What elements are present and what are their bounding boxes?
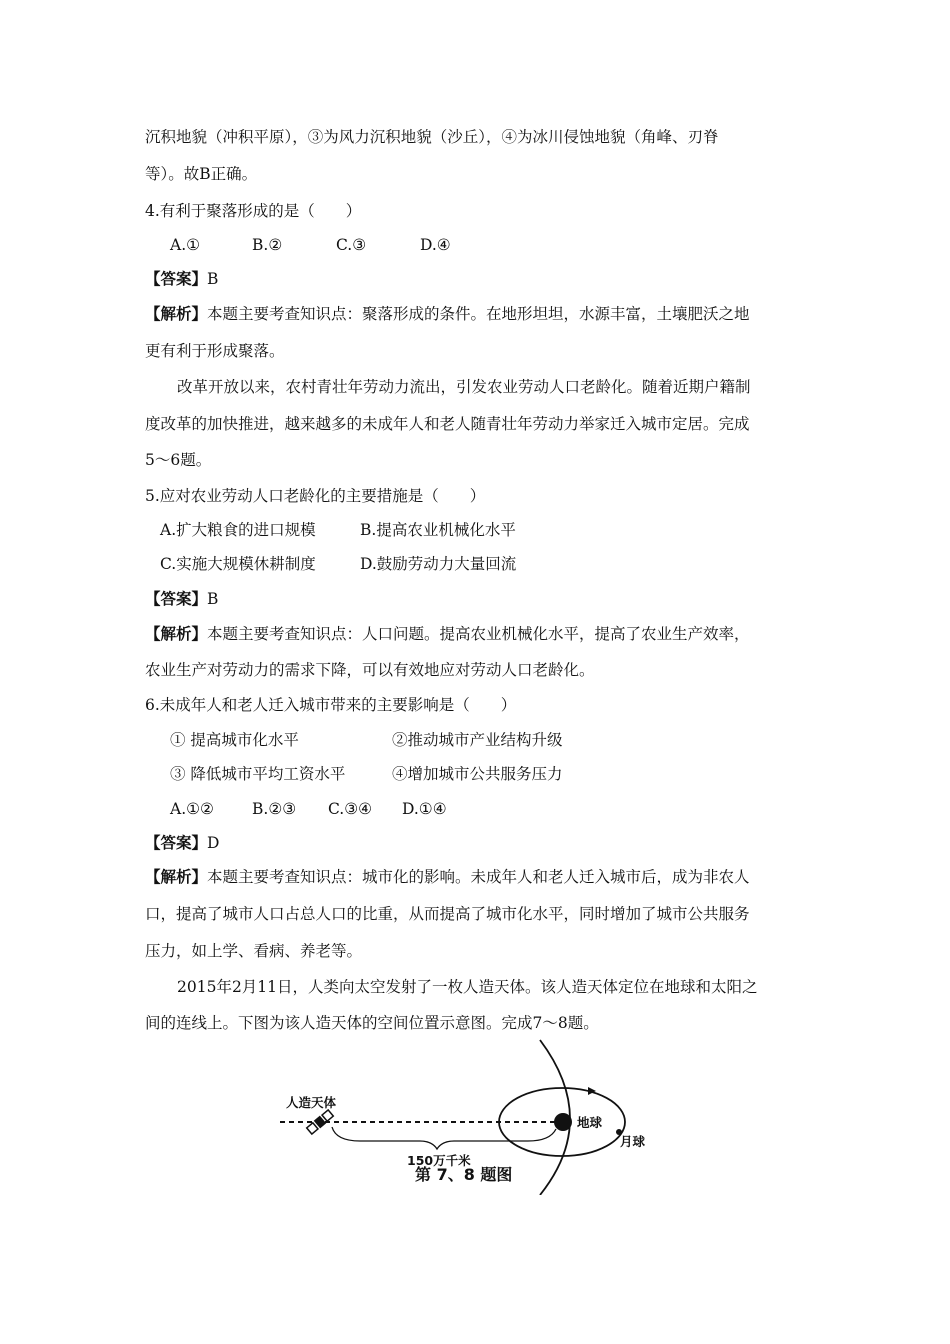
answer-label: 【答案】: [145, 834, 208, 852]
answer-value: B: [207, 590, 219, 608]
option-c: C.③④: [328, 800, 373, 818]
text-line: 农业生产对劳动力的需求下降，可以有效地应对劳动人口老龄化。: [145, 661, 595, 679]
explanation-label: 【解析】: [145, 305, 208, 323]
explanation-text: 本题主要考查知识点：人口问题。提高农业机械化水平，提高了农业生产效率，: [207, 625, 750, 643]
option-c: C.实施大规模休耕制度: [160, 555, 316, 573]
option-a: A.①: [170, 236, 201, 254]
explanation-4: [145, 303, 750, 325]
passage-line: 改革开放以来，农村青壮年劳动力流出，引发农业劳动人口老龄化。随着近期户籍制: [177, 378, 751, 396]
option-b: B.②③: [252, 800, 297, 818]
text-line: 压力，如上学、看病、养老等。: [145, 942, 363, 960]
question-5: 5.应对农业劳动人口老龄化的主要措施是（ ）: [145, 487, 486, 505]
option-b: B.提高农业机械化水平: [360, 521, 516, 539]
explanation-label: 【解析】: [145, 868, 208, 886]
answer-label: 【答案】: [145, 590, 208, 608]
passage-line: 2015年2月11日，人类向太空发射了一枚人造天体。该人造天体定位在地球和太阳之: [177, 978, 758, 996]
option-c: C.③: [336, 236, 367, 254]
earth-icon: [554, 1113, 572, 1131]
question-4: 4.有利于聚落形成的是（ ）: [145, 202, 362, 220]
distance-label: 150万千米: [407, 1153, 471, 1168]
statement-1: ① 提高城市化水平: [170, 731, 299, 749]
text-line: 更有利于形成聚落。: [145, 342, 285, 360]
explanation-5: [145, 623, 750, 645]
explanation-text: 本题主要考查知识点：聚落形成的条件。在地形坦坦，水源丰富，土壤肥沃之地: [207, 305, 750, 323]
answer-4: [145, 268, 218, 290]
option-d: D.④: [420, 236, 451, 254]
distance-brace: [332, 1127, 556, 1149]
explanation-label: 【解析】: [145, 625, 208, 643]
explanation-6: [145, 866, 750, 888]
figure-caption: 第 7、8 题图: [415, 1165, 513, 1184]
statement-4: ④增加城市公共服务压力: [392, 765, 563, 783]
option-a: A.扩大粮食的进口规模: [160, 521, 316, 539]
passage-line: 度改革的加快推进，越来越多的未成年人和老人随青壮年劳动力举家迁入城市定居。完成: [145, 415, 750, 433]
option-d: D.①④: [402, 800, 447, 818]
option-b: B.②: [252, 236, 283, 254]
answer-value: D: [207, 834, 220, 852]
explanation-text: 本题主要考查知识点：城市化的影响。未成年人和老人迁入城市后，成为非农人: [207, 868, 750, 886]
passage-line: 5～6题。: [145, 451, 212, 469]
answer-label: 【答案】: [145, 270, 208, 288]
option-d: D.鼓励劳动力大量回流: [360, 555, 517, 573]
statement-2: ②推动城市产业结构升级: [392, 731, 563, 749]
option-a: A.①②: [170, 800, 214, 818]
answer-5: [145, 588, 218, 610]
space-position-diagram: [0, 1035, 950, 1195]
passage-line: 间的连线上。下图为该人造天体的空间位置示意图。完成7～8题。: [145, 1014, 599, 1032]
statement-3: ③ 降低城市平均工资水平: [170, 765, 346, 783]
answer-value: B: [207, 270, 219, 288]
satellite-label: 人造天体: [286, 1095, 337, 1110]
answer-6: [145, 832, 219, 854]
text-line: 等）。故B正确。: [145, 165, 258, 183]
question-6: 6.未成年人和老人迁入城市带来的主要影响是（ ）: [145, 696, 517, 714]
moon-label: 月球: [620, 1134, 646, 1149]
earth-label: 地球: [577, 1115, 603, 1130]
text-line: 沉积地貌（冲积平原），③为风力沉积地貌（沙丘），④为冰川侵蚀地貌（角峰、刃脊: [145, 128, 719, 146]
text-line: 口，提高了城市人口占总人口的比重，从而提高了城市化水平，同时增加了城市公共服务: [145, 905, 750, 923]
